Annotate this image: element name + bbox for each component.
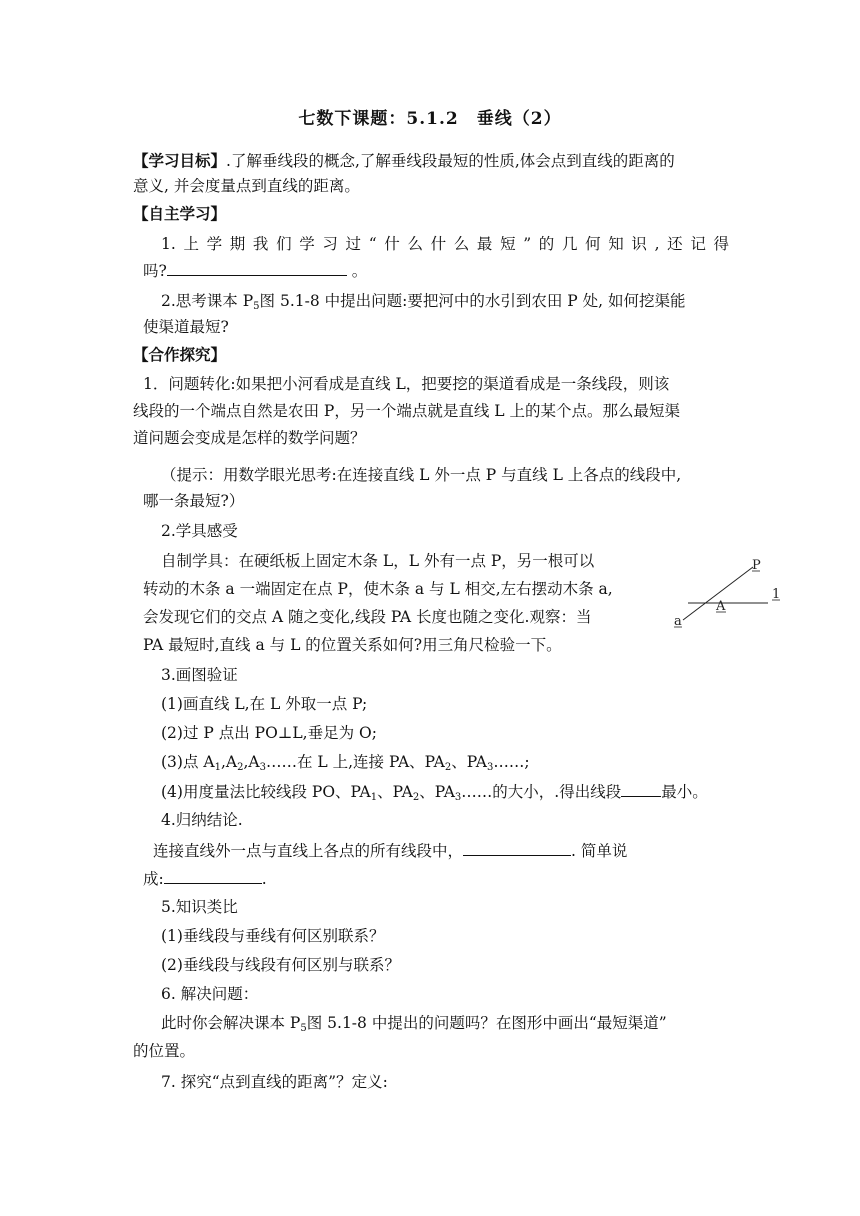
- coop-p1-line-3: 道问题会变成是怎样的数学问题？: [133, 429, 366, 447]
- coop-p4-b-text: 成:: [143, 870, 164, 888]
- answer-blank[interactable]: [463, 839, 571, 856]
- coop-p3-title: 3.画图验证: [161, 666, 238, 684]
- label-1: 1: [772, 587, 781, 602]
- coop-p2-line-4: PA 最短时,直线 a 与 L 的位置关系如何?用三角尺检验一下。: [143, 636, 562, 654]
- coop-p6-line-2: 的位置。: [133, 1042, 196, 1060]
- coop-p6-title: 6. 解决问题：: [161, 985, 259, 1003]
- coop-p4-text-end: . 简单说: [571, 842, 628, 860]
- coop-p6-line-1: 此时你会解决课本 $P_5$图 5.1-8 中提出的问题吗？在图形中画出“最短渠道”: [161, 1014, 667, 1034]
- self-study-q2-post: 图 5.1-8 中提出问题:要把河中的水引到农田 P 处, 如何挖渠能: [259, 292, 686, 310]
- coop-p5-q2: (2)垂线段与线段有何区别与联系？: [161, 956, 400, 974]
- learning-goal-label: 【学习目标】: [133, 151, 227, 170]
- page-title: 七数下课题：5.1.2 垂线（2）: [298, 109, 562, 129]
- self-study-q1-text: 吗?: [143, 262, 167, 280]
- coop-p2-line-1: 自制学具：在硬纸板上固定木条 L，L 外有一点 P，另一根可以: [161, 552, 595, 570]
- coop-p5-title: 5.知识类比: [161, 898, 238, 916]
- line-intersection-figure: [668, 555, 788, 635]
- self-study-q1-line-2: [143, 259, 367, 282]
- coop-p2-line-3: 会发现它们的交点 A 随之变化,线段 PA 长度也随之变化.观察：当: [143, 608, 592, 626]
- coop-hint-line-1: （提示：用数学眼光思考:在连接直线 L 外一点 P 与直线 L 上各点的线段中,: [161, 466, 682, 484]
- label-a-stick: a: [674, 614, 682, 629]
- coop-p4-line-1: [153, 839, 627, 862]
- coop-p1-line-1: 1．问题转化:如果把小河看成是直线 L，把要挖的渠道看成是一条线段，则该: [143, 375, 670, 393]
- answer-blank[interactable]: [167, 259, 347, 276]
- label-p: P: [752, 558, 761, 573]
- coop-p5-q1: (1)垂线段与垂线有何区别联系？: [161, 927, 385, 945]
- learning-goal-line-2: 意义, 并会度量点到直线的距离。: [133, 177, 360, 195]
- coop-p7: 7. 探究“点到直线的距离”？定义:: [161, 1073, 388, 1091]
- self-study-q2-line-2: 使渠道最短?: [143, 318, 229, 336]
- label-a-point: A: [716, 599, 726, 614]
- answer-blank[interactable]: [621, 780, 661, 797]
- answer-blank[interactable]: [164, 867, 262, 884]
- self-study-q1-end: 。: [351, 262, 368, 280]
- self-study-q2-pre: 2.思考课本 P: [161, 292, 254, 310]
- learning-goal-line-1: [133, 150, 675, 172]
- self-study-q2-line-1: [161, 290, 686, 318]
- coop-step-1: (1)画直线 L,在 L 外取一点 P;: [161, 695, 368, 713]
- coop-p1-line-2: 线段的一个端点自然是农田 P，另一个端点就是直线 L 上的某个点。那么最短渠: [133, 402, 681, 420]
- coop-hint-line-2: 哪一条最短?）: [143, 492, 245, 510]
- coop-p4-line-2: [143, 867, 267, 890]
- coop-step-3: (3)点 $A_1,A_2,A_3\dots\dots$在 L 上,连接 PA、$PA_2$、$PA_3\dots\dots$;: [161, 753, 530, 773]
- learning-goal-text-1: .了解垂线段的概念,了解垂线段最短的性质,体会点到直线的距离的: [226, 152, 675, 170]
- coop-p2-title: 2.学具感受: [161, 522, 238, 540]
- coop-p4-b-end: .: [261, 870, 267, 888]
- coop-step-4: (4)用度量法比较线段 PO、$PA_1$、$PA_2$、$PA_3\dots\dots$的大小，.得出线段 最小。: [161, 780, 708, 809]
- page-subscript: 5: [253, 301, 260, 312]
- coop-p4-text: 连接直线外一点与直线上各点的所有线段中，: [153, 842, 464, 860]
- coop-heading: 【合作探究】: [133, 345, 227, 364]
- coop-p2-line-2: 转动的木条 a 一端固定在点 P，使木条 a 与 L 相交,左右摆动木条 a,: [143, 580, 613, 598]
- coop-step-2: (2)过 P 点出 PO⊥L,垂足为 O;: [161, 724, 377, 742]
- self-study-heading: 【自主学习】: [133, 204, 227, 223]
- self-study-q1-line-1: 1.上学期我们学习过“什么什么最短”的几何知识,还记得: [161, 235, 729, 253]
- coop-p4-title: 4.归纳结论.: [161, 811, 243, 829]
